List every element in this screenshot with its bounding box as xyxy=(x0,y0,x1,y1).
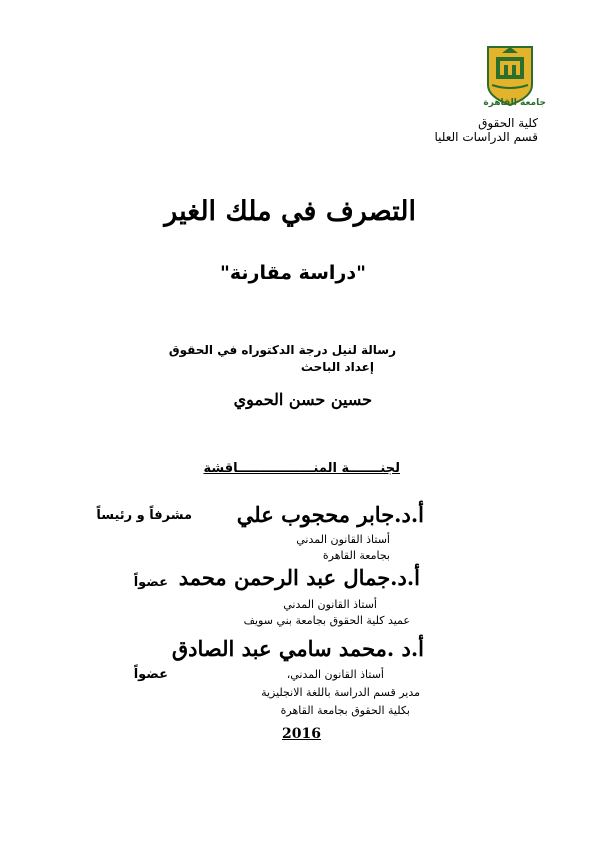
member-2-name: أ.د.جمال عبد الرحمن محمد xyxy=(178,565,420,590)
member-2-line-2: عميد كلية الحقوق بجامعة بني سويف xyxy=(243,614,410,627)
degree-line: رسالة لنيل درجة الدكتوراه في الحقوق xyxy=(168,343,396,357)
committee-heading: لجنـــــــة المنـــــــــــــــــاقشة xyxy=(203,461,400,476)
prepared-by-label: إعداد الباحث xyxy=(300,360,374,374)
member-2-role: عضواً xyxy=(133,575,168,590)
member-1-line-2: بجامعة القاهرة xyxy=(322,549,390,562)
logo-caption: جامعة القاهرة xyxy=(483,98,546,108)
member-3-line-2: مدير قسم الدراسة باللغة الانجليزية xyxy=(261,686,420,699)
member-1-name: أ.د.جابر محجوب علي xyxy=(236,502,424,527)
researcher-name: حسين حسن الحموي xyxy=(233,390,372,409)
thesis-title: التصرف في ملك الغير xyxy=(164,196,416,227)
university-logo xyxy=(482,45,546,115)
member-2-line-1: أستاذ القانون المدني xyxy=(283,598,377,611)
member-3-line-1: أستاذ القانون المدني، xyxy=(286,668,384,681)
department-name: قسم الدراسات العليا xyxy=(434,130,538,144)
thesis-subtitle: "دراسة مقارنة" xyxy=(220,262,366,284)
member-3-name: أ.د .محمد سامي عبد الصادق xyxy=(171,636,424,661)
member-1-role: مشرفاً و رئيساً xyxy=(96,508,192,523)
member-1-line-1: أستاذ القانون المدني xyxy=(296,533,390,546)
faculty-name: كلية الحقوق xyxy=(478,116,538,130)
member-3-line-3: بكلية الحقوق بجامعة القاهرة xyxy=(280,704,410,717)
year: 2016 xyxy=(282,726,321,742)
member-3-role: عضواً xyxy=(133,667,168,682)
